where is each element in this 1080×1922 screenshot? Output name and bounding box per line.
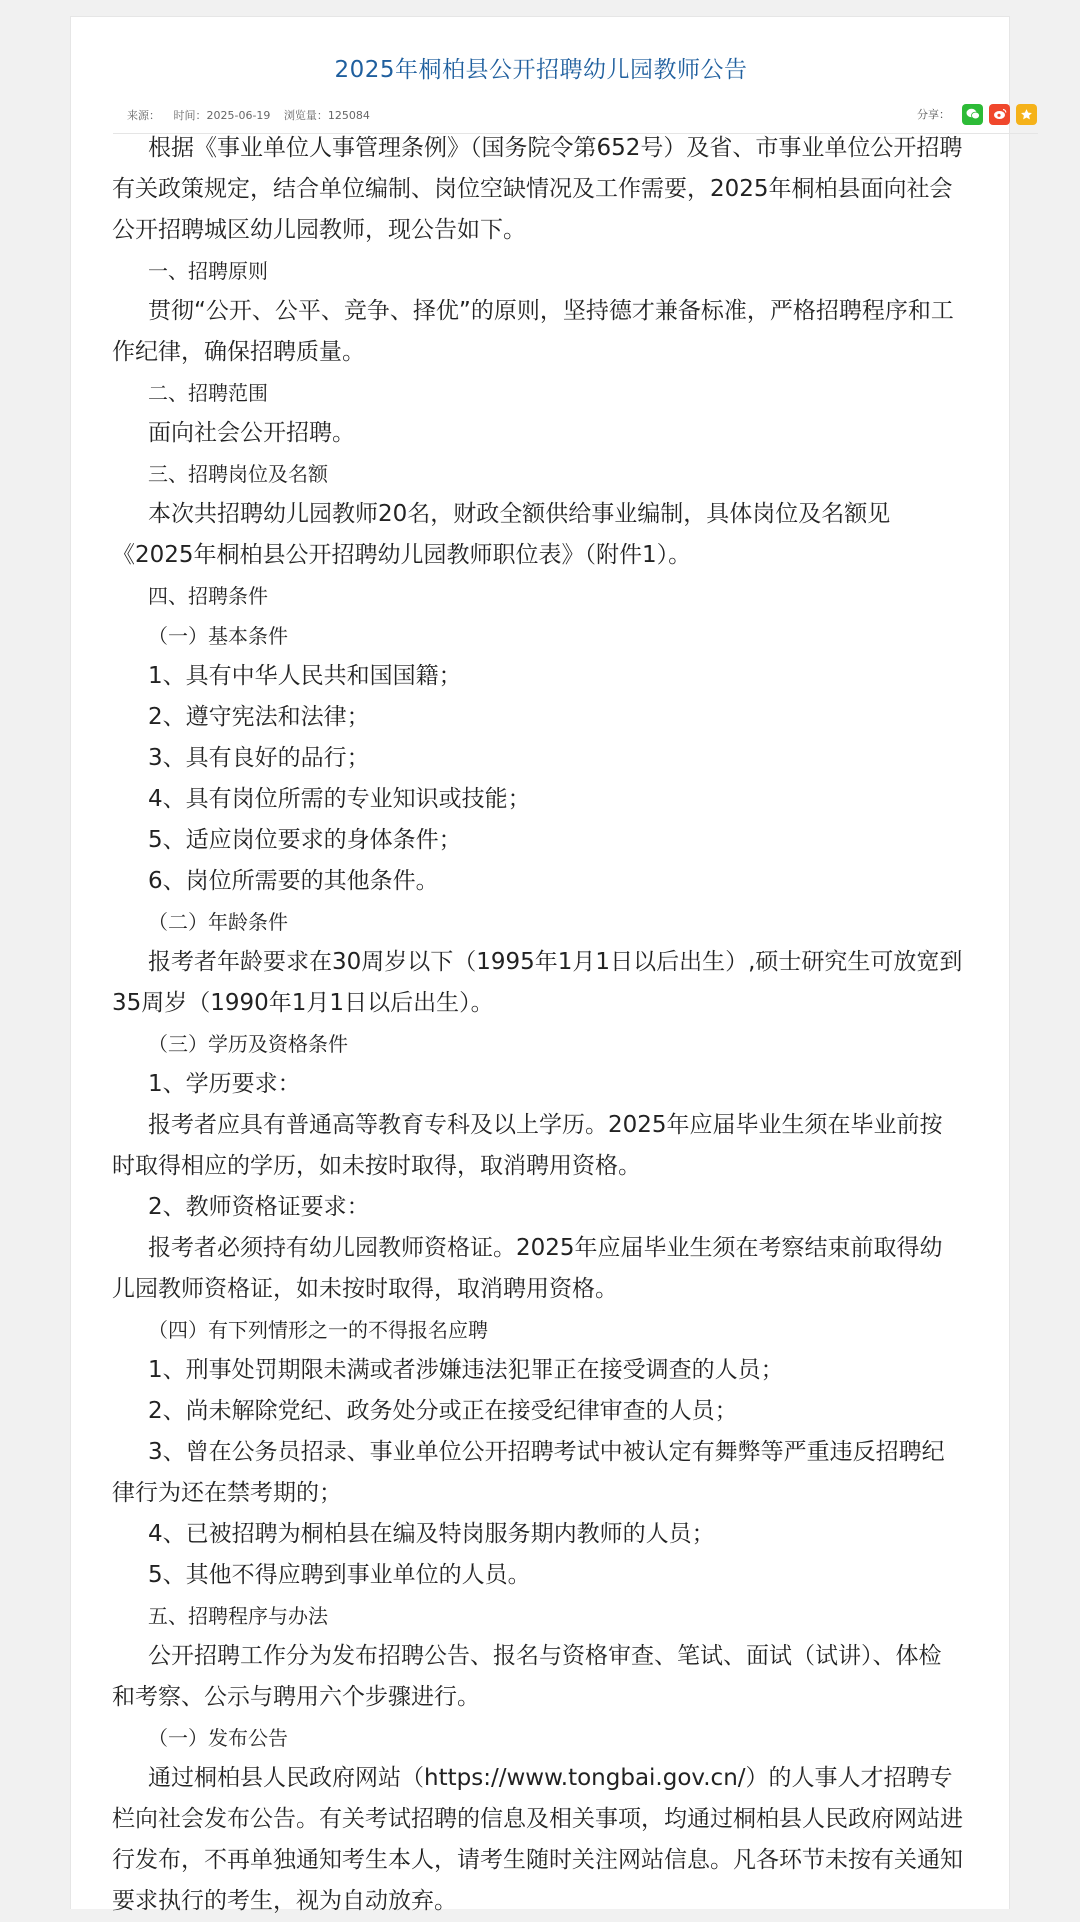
section-heading: 四、招聘条件 bbox=[148, 584, 268, 608]
paragraph: 报考者必须持有幼儿园教师资格证。2025年应届毕业生须在考察结束前取得幼儿园教师资格证，如未按时取得，取消聘用资格。 bbox=[112, 1235, 943, 1302]
meta-views: 浏览量：125084 bbox=[283, 109, 370, 122]
section-heading: 二、招聘范围 bbox=[148, 381, 268, 405]
article-title: 2025年桐柏县公开招聘幼儿园教师公告 bbox=[334, 57, 748, 83]
paragraph: 通过桐柏县人民政府网站（https://www.tongbai.gov.cn/）的人事人才招聘专栏向社会发布公告。有关考试招聘的信息及相关事项，均通过桐柏县人民政府网站进行发布，不再单独通知考生本人，请考生随时关注网站信息。凡各环节未按有关通知要求执行的考生，视为自动放弃。 bbox=[112, 1765, 963, 1914]
section-heading: 三、招聘岗位及名额 bbox=[148, 462, 328, 486]
paragraph: 2、教师资格证要求： bbox=[148, 1194, 370, 1220]
paragraph: 4、已被招聘为桐柏县在编及特岗服务期内教师的人员； bbox=[148, 1521, 715, 1547]
favorite-star-icon[interactable] bbox=[1016, 104, 1037, 125]
paragraph: 5、其他不得应聘到事业单位的人员。 bbox=[148, 1562, 531, 1588]
weibo-icon[interactable] bbox=[989, 104, 1010, 125]
paragraph: 1、刑事处罚期限未满或者涉嫌违法犯罪正在接受调查的人员； bbox=[148, 1357, 784, 1383]
section-heading: （三）学历及资格条件 bbox=[148, 1032, 348, 1056]
paragraph: 公开招聘工作分为发布招聘公告、报名与资格审查、笔试、面试（试讲）、体检和考察、公示与聘用六个步骤进行。 bbox=[112, 1643, 942, 1710]
paragraph: 4、具有岗位所需的专业知识或技能； bbox=[148, 786, 531, 812]
paragraph: 面向社会公开招聘。 bbox=[148, 420, 355, 446]
paragraph: 报考者应具有普通高等教育专科及以上学历。2025年应届毕业生须在毕业前按时取得相应的学历，如未按时取得，取消聘用资格。 bbox=[112, 1112, 943, 1179]
section-heading: （一）发布公告 bbox=[148, 1726, 288, 1750]
section-heading: （四）有下列情形之一的不得报名应聘 bbox=[148, 1318, 488, 1342]
meta-info bbox=[127, 107, 380, 123]
paragraph: 3、具有良好的品行； bbox=[148, 745, 370, 771]
article-meta bbox=[127, 101, 1037, 127]
paragraph: 根据《事业单位人事管理条例》（国务院令第652号）及省、市事业单位公开招聘有关政策规定，结合单位编制、岗位空缺情况及工作需要，2025年桐柏县面向社会公开招聘城区幼儿园教师，现公告如下。 bbox=[112, 135, 963, 243]
section-heading: 一、招聘原则 bbox=[148, 259, 268, 283]
share-bar bbox=[917, 101, 1037, 127]
paragraph: 本次共招聘幼儿园教师20名，财政全额供给事业编制，具体岗位及名额见《2025年桐柏县公开招聘幼儿园教师职位表》（附件1）。 bbox=[112, 501, 891, 568]
wechat-icon[interactable] bbox=[962, 104, 983, 125]
paragraph: 3、曾在公务员招录、事业单位公开招聘考试中被认定有舞弊等严重违反招聘纪律行为还在禁考期的； bbox=[112, 1439, 945, 1506]
article-body bbox=[112, 128, 964, 1922]
paragraph: 2、遵守宪法和法律； bbox=[148, 704, 370, 730]
section-heading: 五、招聘程序与办法 bbox=[148, 1604, 328, 1628]
share-label: 分享： bbox=[917, 108, 950, 121]
paragraph: 贯彻“公开、公平、竞争、择优”的原则，坚持德才兼备标准，严格招聘程序和工作纪律，确保招聘质量。 bbox=[112, 298, 954, 365]
paragraph: 5、适应岗位要求的身体条件； bbox=[148, 827, 462, 853]
paragraph: 1、学历要求： bbox=[148, 1071, 301, 1097]
paragraph: 1、具有中华人民共和国国籍； bbox=[148, 663, 462, 689]
section-heading: （一）基本条件 bbox=[148, 624, 288, 648]
paragraph: 报考者年龄要求在30周岁以下（1995年1月1日以后出生）,硕士研究生可放宽到35周岁（1990年1月1日以后出生）。 bbox=[112, 949, 963, 1016]
meta-time: 时间：2025-06-19 bbox=[173, 109, 271, 122]
paragraph: 6、岗位所需要的其他条件。 bbox=[148, 868, 439, 894]
meta-source: 来源： bbox=[127, 109, 160, 122]
section-heading: （二）年龄条件 bbox=[148, 910, 288, 934]
paragraph: 2、尚未解除党纪、政务处分或正在接受纪律审查的人员； bbox=[148, 1398, 738, 1424]
